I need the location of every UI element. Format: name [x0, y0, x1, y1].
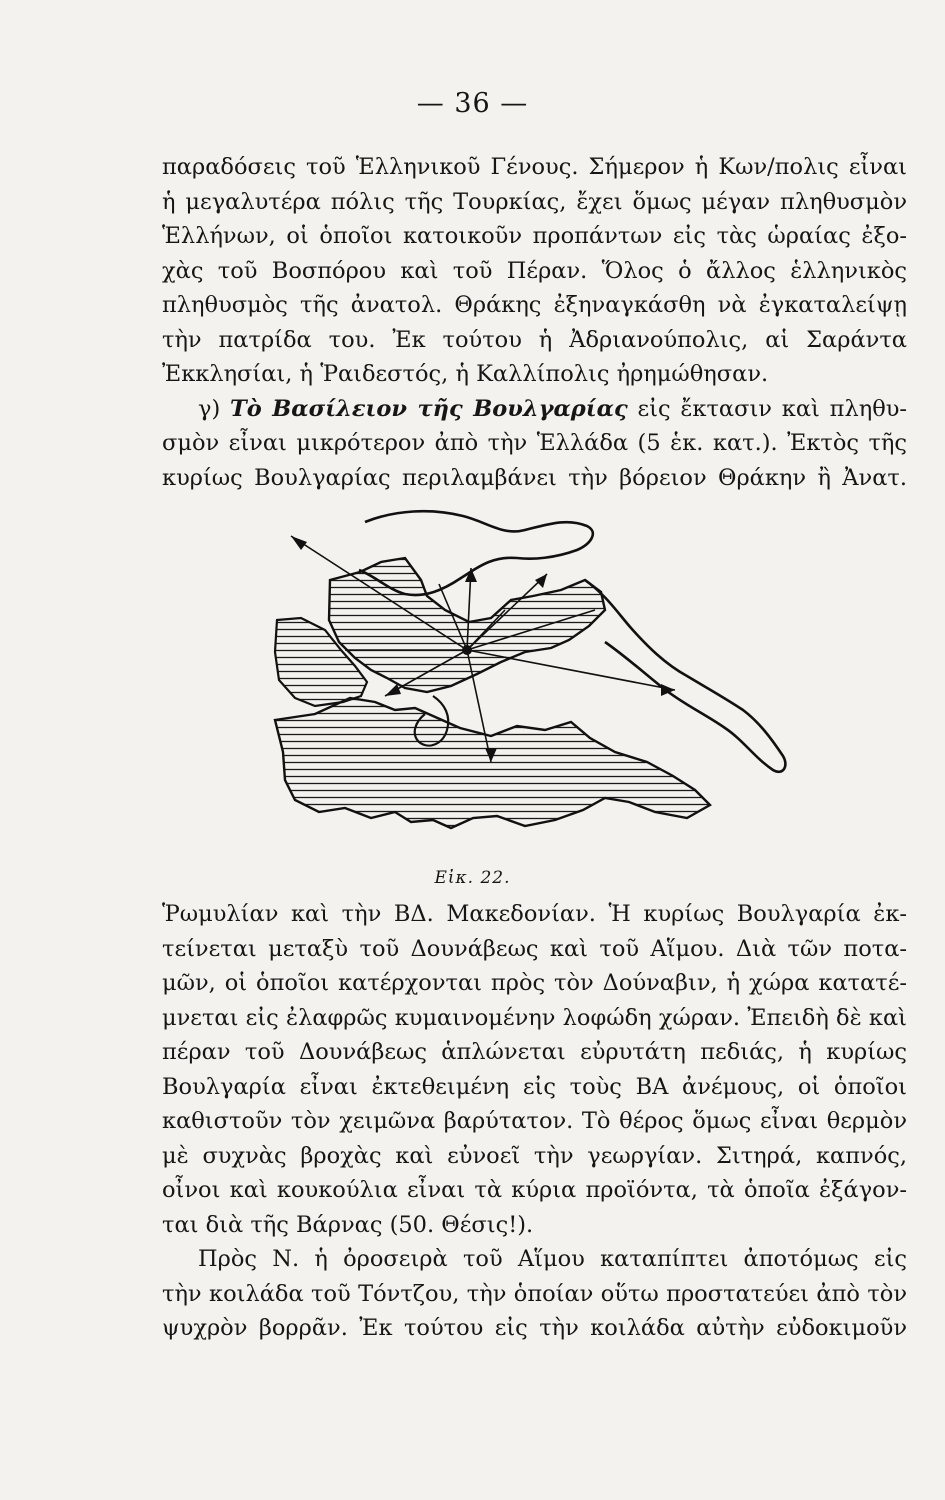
text-line: χὰς τοῦ Βοσπόρου καὶ τοῦ Πέραν. Ὅλος ὁ ἄλλος ἑλληνικὸς: [162, 257, 907, 284]
section-title: Τὸ Βασίλειον τῆς Βουλγαρίας: [230, 395, 628, 422]
text-line: σμὸν εἶναι μικρότερον ἀπὸ τὴν Ἑλλάδα (5 ἑκ. κατ.). Ἐκτὸς τῆς: [162, 430, 907, 456]
text-line: μὲ συχνὰς βροχὰς καὶ εὐνοεῖ τὴν γεωργίαν. Σιτηρά, καπνός,: [162, 1142, 907, 1169]
figure-caption: Εἰκ. 22.: [434, 868, 511, 888]
paragraph-bulgaria: [162, 897, 907, 1346]
text-line: οἶνοι καὶ κουκούλια εἶναι τὰ κύρια προϊόντα, τὰ ὁποῖα ἐξάγον-: [162, 1177, 907, 1203]
hatched-region-west: [275, 698, 710, 828]
text-line: πέραν τοῦ Δουνάβεως ἁπλώνεται εὐρυτάτη πεδιάς, ἡ κυρίως: [162, 1039, 907, 1065]
text-line: ἡ μεγαλυτέρα πόλις τῆς Τουρκίας, ἔχει ὅμως μέγαν πληθυσμὸν: [162, 188, 907, 215]
text-line: ται διὰ τῆς Βάρνας (50. Θέσις!).: [162, 1211, 534, 1238]
map-figure-bulgaria: [255, 500, 795, 880]
text-line: Βουλγαρία εἶναι ἐκτεθειμένη εἰς τοὺς ΒΑ ἀνέμους, οἱ ὁποῖοι: [162, 1073, 907, 1100]
text-line: Ῥωμυλίαν καὶ τὴν ΒΔ. Μακεδονίαν. Ἡ κυρίως Βουλγαρία ἐκ-: [162, 901, 907, 927]
text-line: μῶν, οἱ ὁποῖοι κατέρχονται πρὸς τὸν Δούναβιν, ἡ χώρα κατατέ-: [162, 970, 907, 996]
section-line-rest: εἰς ἔκτασιν καὶ πληθυ-: [637, 395, 908, 422]
section-label: γ): [198, 395, 221, 422]
coastline-east: [585, 580, 785, 772]
bulgaria-map-sketch: [255, 500, 795, 880]
text-line: μνεται εἰς ἐλαφρῶς κυμαινομένην λοφώδη χώραν. Ἐπειδὴ δὲ καὶ: [162, 1004, 907, 1031]
text-line: τὴν πατρίδα του. Ἐκ τούτου ἡ Ἀδριανούπολις, αἱ Σαράντα: [162, 326, 907, 353]
text-line: Πρὸς Ν. ἡ ὀροσειρὰ τοῦ Αἵμου καταπίπτει ἀποτόμως εἰς: [198, 1246, 907, 1272]
text-line: καθιστοῦν τὸν χειμῶνα βαρύτατον. Τὸ θέρος ὅμως εἶναι θερμὸν: [162, 1108, 907, 1134]
section-heading-line: [162, 392, 907, 427]
text-line: Ἑλλήνων, οἱ ὁποῖοι κατοικοῦν προπάντων εἰς τὰς ὡραίας ἐξο-: [162, 223, 907, 249]
text-line: Ἐκκλησίαι, ἡ Ῥαιδεστός, ἡ Καλλίπολις ἠρημώθησαν.: [162, 361, 769, 387]
map-center-point: [462, 645, 472, 655]
text-line: τὴν κοιλάδα τοῦ Τόντζου, τὴν ὁποίαν οὕτω προστατεύει ἀπὸ τὸν: [162, 1280, 907, 1307]
text-line: κυρίως Βουλγαρίας περιλαμβάνει τὴν βόρειον Θράκην ἢ Ἀνατ.: [162, 464, 907, 491]
text-line: ψυχρὸν βορρᾶν. Ἐκ τούτου εἰς τὴν κοιλάδα αὐτὴν εὐδοκιμοῦν: [162, 1315, 907, 1341]
page-number: — 36 —: [416, 88, 529, 119]
paragraph-thrace: [162, 150, 907, 495]
text-line: τείνεται μεταξὺ τοῦ Δουνάβεως καὶ τοῦ Αἵμου. Διὰ τῶν ποτα-: [162, 935, 907, 962]
text-line: παραδόσεις τοῦ Ἑλληνικοῦ Γένους. Σήμερον ἡ Κων/πολις εἶναι: [162, 154, 907, 180]
text-line: πληθυσμὸς τῆς ἀνατολ. Θράκης ἐξηναγκάσθη νὰ ἐγκαταλείψῃ: [162, 292, 907, 318]
